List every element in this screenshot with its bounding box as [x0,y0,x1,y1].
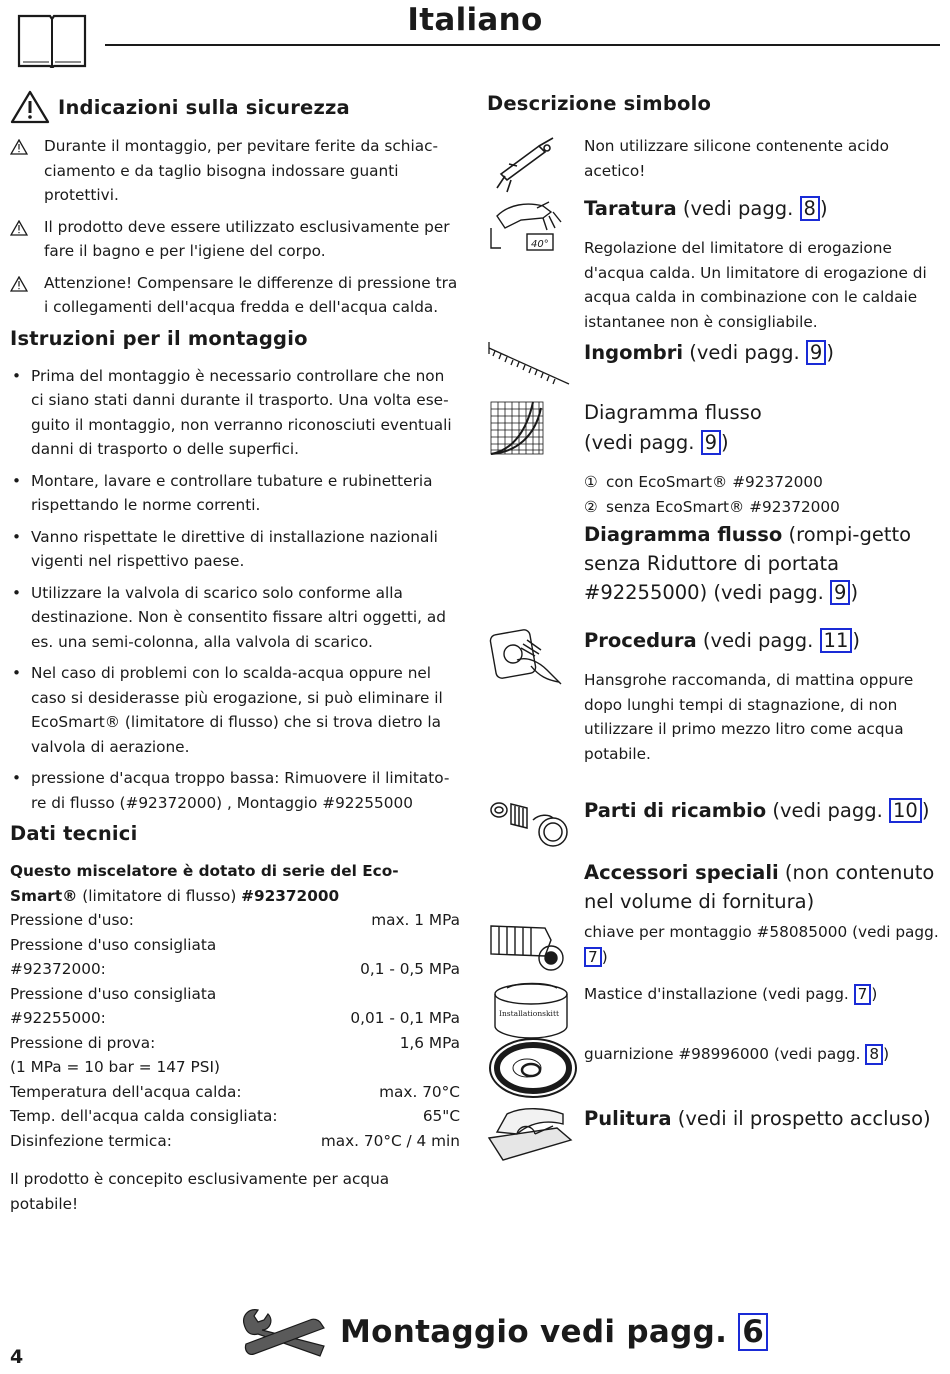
paren: ) [852,629,860,652]
paren: ) [601,947,608,966]
spec-value: 0,01 - 0,1 MPa [350,1009,460,1027]
list-item: • Vanno rispettate le direttive di installazione nazionali vigenti nel rispettivo paese. [10,525,460,574]
acc-title: Accessori speciali [584,861,779,884]
faucet-hand-icon [487,626,567,688]
warning-icon [10,220,28,236]
safety-item-text: Attenzione! Compensare le differenze di pressione tra i collegamenti dell'acqua fredda e dell'acqua calda. [44,273,458,316]
safety-heading [10,90,460,124]
thermostat-hand-icon [487,198,567,254]
thermo-display: 40° [531,239,549,250]
diag2-ref: (rompi-getto senza Riduttore di portata #92255000) (vedi pagg. [584,523,912,604]
spec-value: 1,6 MPa [399,1033,460,1052]
option-text: con EcoSmart® #92372000 [606,473,823,491]
list-item-text: Vanno rispettate le direttive di installazione nazionali vigenti nel rispettivo paese. [31,527,438,570]
ingombri-ref: (vedi pagg. [683,341,806,364]
left-column [10,90,460,1216]
list-item: • Nel caso di problemi con lo scalda-acqua oppure nel caso si desiderasse più erogazione, si può eliminare il EcoSmart® (limitatore di flusso) che si trova dietro la valvola di aerazione. [10,661,460,759]
list-item-text: Montare, lavare e controllare tubature e rubinetteria rispettando le norme correnti. [31,471,433,514]
page-link[interactable]: 10 [889,798,922,823]
parts-title: Parti di ricambio [584,799,767,822]
paren: ) [826,341,834,364]
puli-heading [584,1104,939,1133]
paren: ) [819,197,828,220]
footer-title: Montaggio vedi pagg. [340,1314,739,1350]
spec-label: #92372000: [10,960,106,978]
guarn-text-line [584,1042,939,1067]
spec-value: 0,1 - 0,5 MPa [360,960,460,978]
key-tool-icon [487,918,573,976]
page-link[interactable]: 8 [800,196,820,221]
page-link[interactable]: 8 [865,1044,883,1065]
spec-row [10,1104,460,1129]
parts-heading [584,796,939,825]
proc-title: Procedura [584,629,697,652]
header-divider [105,44,940,46]
spec-label: (1 MPa = 10 bar = 147 PSI) [10,1058,220,1076]
diag1-option [584,470,939,495]
safety-list [10,134,460,320]
spec-label: Pressione d'uso consigliata [10,984,217,1003]
footer-heading [340,1313,768,1351]
key-text-line [584,920,939,969]
list-item: • pressione d'acqua troppo bassa: Rimuovere il limitato-re di flusso (#92372000) , Montaggio #92255000 [10,766,460,815]
paren: ) [921,799,930,822]
spec-row [10,1080,460,1105]
spec-label: Temperatura dell'acqua calda: [10,1082,242,1101]
safety-item [10,215,460,264]
page-number: 4 [10,1346,24,1368]
ingombri-heading [584,338,939,367]
spec-label: Pressione d'uso consigliata [10,935,217,954]
paren: ) [871,985,878,1003]
list-item-text: Prima del montaggio è necessario controllare che non ci siano stati danni durante il trasporto. Una volta ese-guito il montaggio, non verranno riconosciuti eventuali danni di trasporto o delle superfici. [31,366,452,458]
gasket-icon [487,1036,579,1100]
spec-row [10,1129,460,1154]
spec-row [10,1006,460,1031]
diag1-option [584,495,939,520]
wrench-icon [240,1302,330,1362]
paren: ) [721,431,729,454]
ruler-icon [487,340,571,388]
mastice-text: Mastice d'installazione (vedi pagg. [584,985,854,1003]
tech-subtitle [10,859,460,908]
list-item: • Utilizzare la valvola di scarico solo conforme alla destinazione. Non è consentito fissare altri oggetti, ad es. una semi-colonna, alla valvola di scarico. [10,581,460,655]
puli-title: Pulitura [584,1107,672,1130]
diag2-heading [584,520,939,607]
potable-note: Il prodotto è concepito esclusivamente per acqua potabile! [10,1170,390,1213]
list-item: • Prima del montaggio è necessario controllare che non ci siano stati danni durante il trasporto. Una volta ese-guito il montaggio, non verranno riconosciuti eventuali danni di trasporto o delle superfici. [10,364,460,462]
tech-spec-table [10,908,460,1153]
tech-subtitle-normal: (limitatore di flusso) [77,886,242,905]
guarn-text: guarnizione #98996000 (vedi pagg. [584,1045,866,1063]
tin-label: Installationskitt [499,1009,559,1018]
safety-item-text: Durante il montaggio, per pevitare ferite da schiac-ciamento e da taglio bisogna indossare guanti protettivi. [44,137,439,204]
circled-one: ① [584,473,598,491]
spec-label: Pressione di prova: [10,1033,156,1052]
taratura-ref: (vedi pagg. [676,197,800,220]
assembly-title: Istruzioni per il montaggio [10,326,308,350]
proc-heading [584,626,939,655]
assembly-list [10,364,460,816]
symbols-title: Descrizione simbolo [487,92,712,115]
safety-title: Indicazioni sulla sicurezza [58,95,350,119]
warning-icon [10,90,50,124]
spec-label: Disinfezione termica: [10,1131,172,1150]
tech-subtitle-code: #92372000 [241,886,340,905]
warning-icon [10,139,28,155]
page-link[interactable]: 7 [854,984,872,1005]
tech-title: Dati tecnici [10,822,138,845]
page-link[interactable]: 9 [701,430,721,455]
diag1-ref-line [584,428,939,457]
diag1-ref: (vedi pagg. [584,431,701,454]
key-text: chiave per montaggio #58085000 (vedi pagg. [584,923,939,941]
silicone-text: Non utilizzare silicone contenente acido acetico! [584,137,889,180]
diag2-title: Diagramma flusso [584,523,783,546]
caulk-gun-icon [487,136,559,194]
puli-ref: (vedi il prospetto accluso) [671,1107,931,1130]
parts-ref: (vedi pagg. [766,799,889,822]
cleaning-hand-icon [487,1104,573,1162]
circled-two: ② [584,497,598,516]
ingombri-title: Ingombri [584,341,684,364]
spare-parts-icon [487,794,573,852]
tin-icon [487,980,573,1042]
list-item-text: pressione d'acqua troppo bassa: Rimuovere il limitato-re di flusso (#92372000) , Montaggio #92255000 [31,769,450,812]
safety-item [10,271,460,320]
list-item-text: Nel caso di problemi con lo scalda-acqua oppure nel caso si desiderasse più erogazione, si può eliminare il EcoSmart® (limitatore di flusso) che si trova dietro la valvola di aerazione. [31,664,443,756]
tech-subtitle-bold: Questo miscelatore è dotato di serie del Eco-Smart® [10,862,399,905]
taratura-heading [584,194,939,223]
spec-label: #92255000: [10,1009,106,1027]
acc-heading [584,858,939,916]
page-link[interactable]: 9 [806,340,826,365]
spec-row [10,1031,460,1056]
proc-ref: (vedi pagg. [696,629,820,652]
spec-row [10,957,460,982]
list-item: • Montare, lavare e controllare tubature e rubinetteria rispettando le norme correnti. [10,469,460,518]
diag1-title: Diagramma flusso [584,401,762,424]
spec-value: max. 1 MPa [371,911,460,929]
option-text: senza EcoSmart® #92372000 [606,497,840,516]
flow-diagram-icon [487,400,545,458]
warning-icon [10,276,28,292]
diag1-options [584,470,939,519]
taratura-text: Regolazione del limitatore di erogazione d'acqua calda. Un limitatore di erogazione di acqua calda in combinazione con le caldaie istantanee non è consigliabile. [584,239,927,331]
page-link[interactable]: 7 [584,947,602,968]
page-title: Italiano [407,2,543,38]
list-item-text: Utilizzare la valvola di scarico solo conforme alla destinazione. Non è consentito fissare altri oggetti, ad es. una semi-colonna, alla valvola di scarico. [31,583,446,651]
paren: ) [883,1045,890,1063]
paren: ) [850,581,859,604]
page-link[interactable]: 11 [820,628,853,653]
spec-label: Pressione d'uso: [10,911,134,929]
safety-item-text: Il prodotto deve essere utilizzato esclusivamente per fare il bagno e per l'igiene del corpo. [44,217,450,260]
acc-ref: (non contenuto nel volume di fornitura) [584,861,935,913]
spec-label: Temp. dell'acqua calda consigliata: [10,1107,278,1125]
right-column [487,92,942,1130]
spec-value: max. 70°C [379,1082,460,1101]
spec-row [10,908,460,933]
proc-text: Hansgrohe raccomanda, di mattina oppure dopo lunghi tempi di stagnazione, di non utilizzare il primo mezzo litro come acqua potabile. [584,671,914,763]
mastice-text-line [584,982,939,1007]
page-link[interactable]: 6 [738,1313,768,1351]
spec-value: 65"C [422,1107,460,1125]
page-link[interactable]: 9 [830,580,850,605]
safety-item [10,134,460,208]
taratura-title: Taratura [584,197,677,220]
spec-value: max. 70°C / 4 min [320,1131,460,1150]
